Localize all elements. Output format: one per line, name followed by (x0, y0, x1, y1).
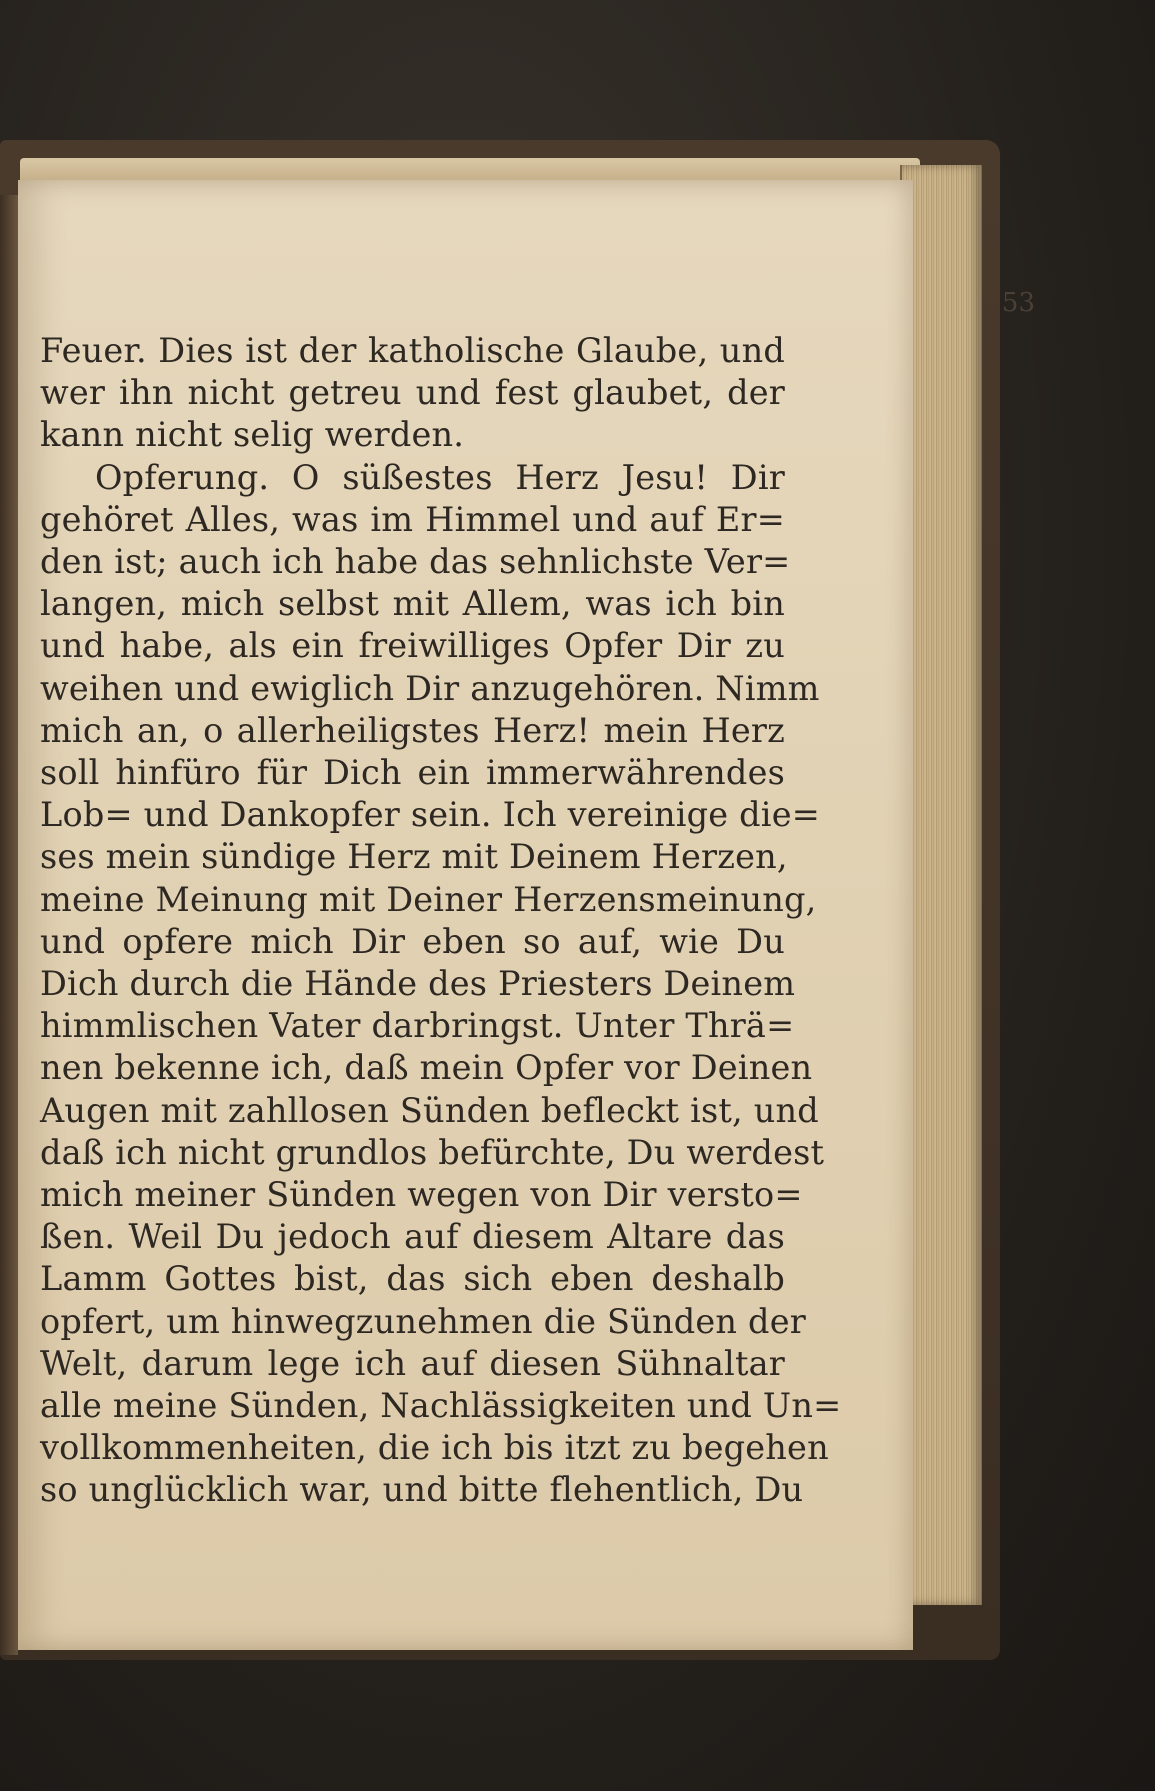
text-line: den ist; auch ich habe das sehnlichste Ver= (40, 542, 791, 582)
text-line: Feuer. Dies ist der katholische Glaube, und (40, 331, 785, 370)
text-line: ßen. Weil Du jedoch auf diesem Altare das (40, 1217, 785, 1257)
text-line: Lob= und Dankopfer sein. Ich vereinige die= (40, 795, 821, 835)
text-line: opfert, um hinwegzunehmen die Sünden der (40, 1301, 806, 1341)
text-line: himmlischen Vater darbringst. Unter Thrä= (40, 1006, 795, 1046)
text-line: so unglücklich war, und bitte flehentlich, Du (40, 1470, 804, 1510)
text-line: Dich durch die Hände des Priesters Deinem (40, 964, 796, 1004)
text-line: gehöret Alles, was im Himmel und auf Er= (40, 499, 785, 539)
text-line: Opferung. O süßestes Herz Jesu! Dir (95, 457, 785, 497)
page-text (40, 330, 842, 1512)
text-line: weihen und ewiglich Dir anzugehören. Nimm (40, 668, 820, 708)
text-line: langen, mich selbst mit Allem, was ich bin (40, 584, 785, 624)
text-line: Welt, darum lege ich auf diesen Sühnaltar (40, 1343, 785, 1383)
text-line: und opfere mich Dir eben so auf, wie Du (40, 921, 785, 961)
text-line: mich meiner Sünden wegen von Dir versto= (40, 1175, 803, 1215)
text-line: kann nicht selig werden. (40, 415, 465, 455)
text-line: meine Meinung mit Deiner Herzensmeinung, (40, 879, 817, 919)
text-line: Augen mit zahllosen Sünden befleckt ist, und (40, 1090, 819, 1130)
text-line: alle meine Sünden, Nachlässigkeiten und Un= (40, 1386, 842, 1426)
text-line: soll hinfüro für Dich ein immerwährendes (40, 753, 785, 793)
left-page-edge (0, 195, 18, 1655)
text-line: ses mein sündige Herz mit Deinem Herzen, (40, 837, 788, 877)
page-number: 53 (1001, 288, 1035, 318)
text-line: nen bekenne ich, daß mein Opfer vor Deinen (40, 1048, 813, 1088)
text-line: und habe, als ein freiwilliges Opfer Dir zu (40, 626, 785, 666)
text-line: wer ihn nicht getreu und fest glaubet, der (40, 373, 785, 413)
text-line: mich an, o allerheiligstes Herz! mein Herz (40, 710, 785, 750)
text-line: Lamm Gottes bist, das sich eben deshalb (40, 1259, 785, 1299)
text-line: vollkommenheiten, die ich bis itzt zu begehen (40, 1428, 829, 1468)
text-line: daß ich nicht grundlos befürchte, Du werdest (40, 1132, 825, 1172)
